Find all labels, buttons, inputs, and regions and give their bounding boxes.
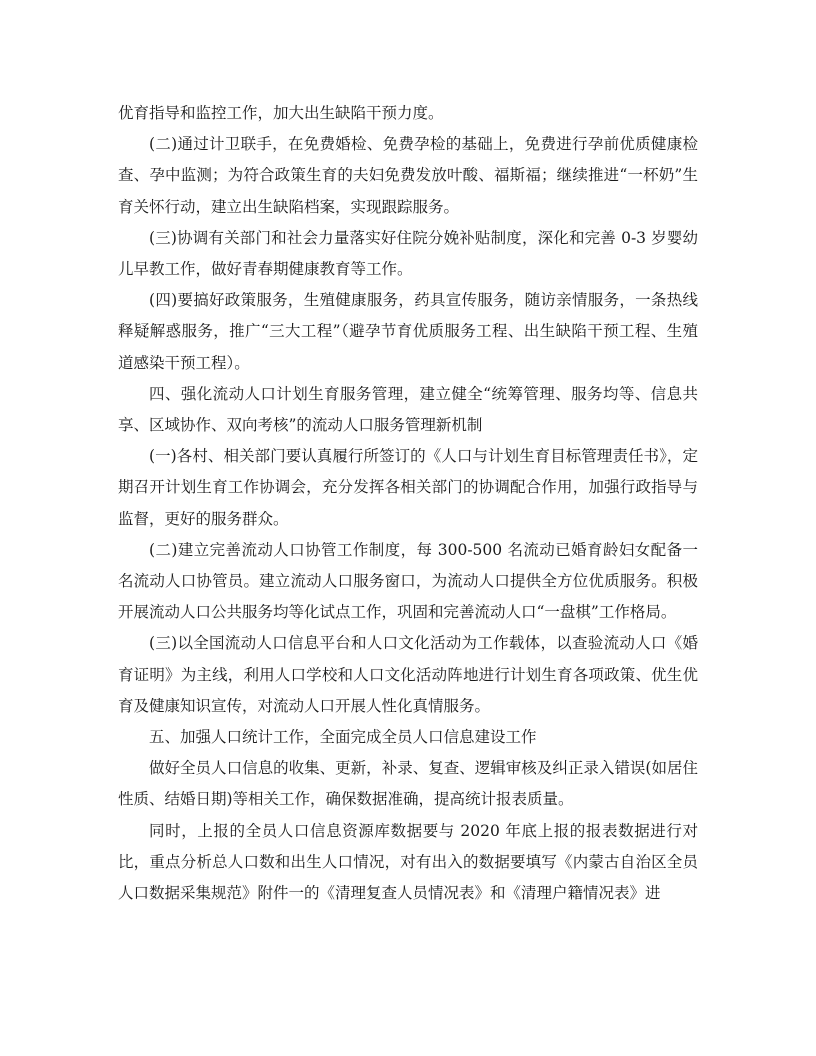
- document-body: [118, 98, 698, 909]
- paragraph-responsibility-book: (一)各村、相关部门要认真履行所签订的《人口与计划生育目标管理责任书》，定期召开计划生育工作协调会，充分发挥各相关部门的协调配合作用，加强行政指导与监督，更好的服务群众。: [118, 447, 698, 528]
- paragraph-free-health-check: (二)通过计卫联手，在免费婚检、免费孕检的基础上，免费进行孕前优质健康检查、孕中监测；为符合政策生育的夫妇免费发放叶酸、福斯福；继续推进“一杯奶”生育关怀行动，建立出生缺陷档案，实现跟踪服务。: [118, 135, 698, 216]
- section-heading-population-statistics: 五、加强人口统计工作，全面完成全员人口信息建设工作: [149, 728, 537, 747]
- paragraph-coordinator-system: (二)建立完善流动人口协管工作制度，每 300-500 名流动已婚育龄妇女配备一名流动人口协管员。建立流动人口服务窗口，为流动人口提供全方位优质服务。积极开展流动人口公共服务均等化试点工作，巩固和完善流动人口“一盘棋”工作格局。: [118, 540, 698, 622]
- section-heading-floating-population: 四、强化流动人口计划生育服务管理，建立健全“统筹管理、服务均等、信息共享、区域协作、双向考核”的流动人口服务管理新机制: [118, 384, 698, 435]
- paragraph-data-collection: 做好全员人口信息的收集、更新，补录、复查、逻辑审核及纠正录入错误(如居住性质、结婚日期)等相关工作，确保数据准确，提高统计报表质量。: [118, 759, 698, 809]
- paragraph-information-platform: (三)以全国流动人口信息平台和人口文化活动为工作载体，以查验流动人口《婚育证明》为主线，利用人口学校和人口文化活动阵地进行计划生育各项政策、优生优育及健康知识宣传，对流动人口开展人性化真情服务。: [118, 634, 698, 715]
- paragraph-continuation: 优育指导和监控工作，加大出生缺陷干预力度。: [118, 104, 444, 122]
- paragraph-data-comparison: 同时，上报的全员人口信息资源库数据要与 2020 年底上报的报表数据进行对比，重点分析总人口数和出生人口情况，对有出入的数据要填写《内蒙古自治区全员人口数据采集规范》附件一的《清理复查人员情况表》和《清理户籍情况表》进: [118, 821, 698, 903]
- paragraph-policy-services: (四)要搞好政策服务，生殖健康服务，药具宣传服务，随访亲情服务，一条热线释疑解惑服务，推广“三大工程”（避孕节育优质服务工程、出生缺陷干预工程、生殖道感染干预工程）。: [118, 291, 698, 372]
- paragraph-hospital-delivery-subsidy: (三)协调有关部门和社会力量落实好住院分娩补贴制度，深化和完善 0-3 岁婴幼儿早教工作，做好青春期健康教育等工作。: [118, 228, 698, 279]
